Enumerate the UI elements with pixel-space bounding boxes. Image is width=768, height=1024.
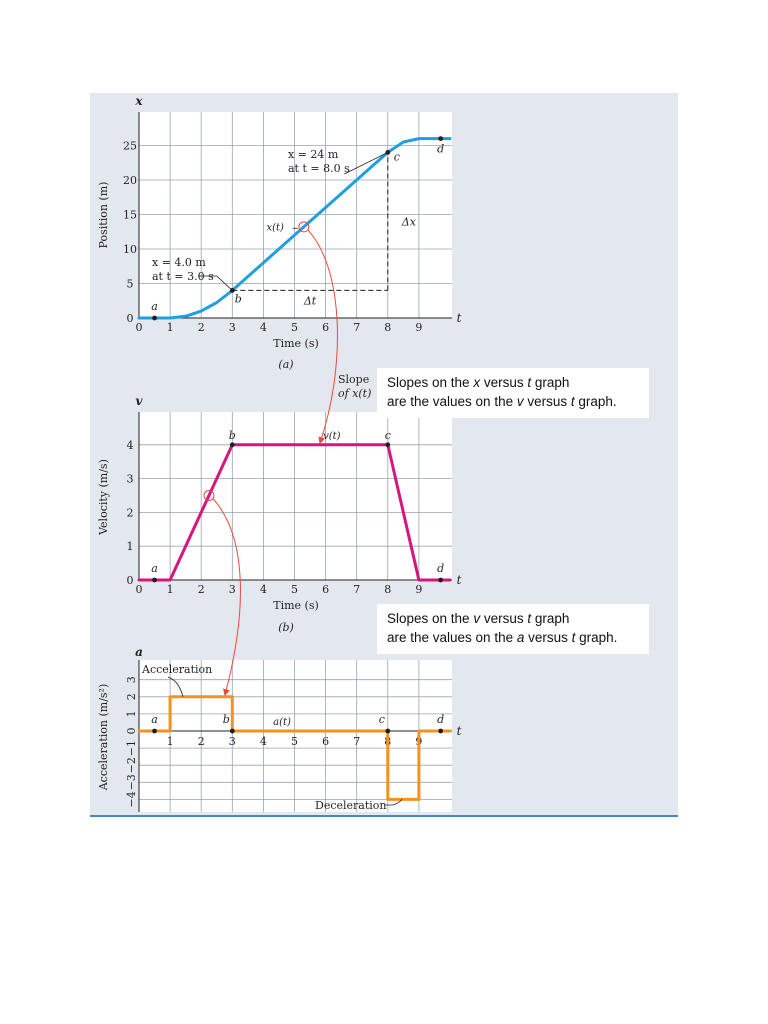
x-tick-label: 5 [291, 735, 298, 748]
y-tick-label: −4 [125, 791, 138, 808]
point-label-a: a [151, 562, 158, 575]
position-chart [97, 94, 462, 371]
point-b-annotation-line2: at t = 3.0 s [152, 270, 214, 283]
y-tick-label: −2 [125, 757, 138, 774]
x-tick-label: 3 [228, 321, 236, 334]
point-c-annotation-line1: x = 24 m [288, 148, 339, 161]
x-tick-label: 8 [384, 583, 392, 596]
callout-bottom [377, 604, 649, 654]
data-point [230, 442, 235, 447]
y-tick-label: 2 [125, 693, 138, 701]
x-tick-label: 4 [259, 583, 267, 596]
x-tick-label: 3 [228, 735, 236, 748]
x-tick-label: 4 [259, 735, 267, 748]
x-tick-label: 9 [415, 583, 423, 596]
plot-area [139, 412, 452, 580]
x-tick-label: 8 [384, 321, 392, 334]
x-tick-label: 9 [415, 735, 423, 748]
y-tick-label: 3 [126, 472, 134, 486]
delta-t-label: Δt [303, 294, 317, 308]
y-tick-label: 0 [126, 574, 134, 587]
curve-label-v-t: v(t) [323, 430, 341, 442]
point-b-annotation-line1: x = 4.0 m [152, 256, 206, 269]
point-label-a: a [151, 713, 158, 726]
callout-bottom-line2: are the values on the a versus t graph. [387, 630, 618, 645]
y-tick-label: 3 [125, 676, 138, 684]
data-point [438, 578, 443, 583]
y-tick-label: 4 [126, 438, 134, 452]
slope-label-line2: of x(t) [338, 387, 372, 400]
x-tick-label: 4 [259, 321, 267, 334]
data-point [385, 442, 390, 447]
point-label-c: c [378, 713, 385, 726]
x-tick-label: 7 [353, 735, 361, 748]
y-axis-symbol: v [135, 394, 143, 408]
y-tick-label: 1 [126, 540, 134, 554]
slope-label-line1: Slope [338, 373, 370, 386]
x-tick-label: 6 [322, 321, 330, 334]
x-tick-label: 5 [291, 321, 298, 334]
point-label-b: b [228, 428, 236, 442]
point-label-d: d [437, 142, 445, 156]
x-axis-symbol: t [456, 573, 462, 587]
x-tick-label: 2 [197, 583, 205, 596]
y-axis-label: Velocity (m/s) [97, 459, 110, 535]
y-tick-label: −3 [125, 774, 138, 791]
x-tick-label: 1 [166, 583, 174, 596]
data-point [385, 729, 390, 734]
y-axis-symbol: x [135, 94, 143, 108]
y-tick-label: 5 [126, 277, 134, 291]
x-axis-symbol: t [456, 724, 462, 738]
point-label-d: d [437, 713, 445, 726]
x-tick-label: 7 [353, 583, 361, 596]
data-point [438, 729, 443, 734]
callout-top [377, 368, 649, 418]
x-tick-label: 3 [228, 583, 236, 596]
y-tick-label: 10 [123, 243, 137, 256]
data-point [152, 316, 157, 321]
curve-label-a-t: a(t) [273, 717, 291, 728]
acceleration-label: Acceleration [142, 663, 213, 676]
x-tick-label: 2 [197, 735, 205, 748]
callout-top-line2: are the values on the v versus t graph. [387, 394, 617, 409]
x-tick-label: 0 [135, 321, 143, 334]
point-c-annotation-line2: at t = 8.0 s [288, 162, 350, 175]
y-axis-symbol: a [135, 645, 143, 659]
y-axis-label: Acceleration (m/s²) [97, 683, 110, 791]
y-tick-label: 1 [125, 710, 138, 718]
x-tick-label: 2 [197, 321, 205, 334]
panel-caption: (b) [278, 621, 294, 634]
x-tick-label: 5 [291, 583, 298, 596]
point-label-b: b [234, 292, 242, 306]
x-tick-label: 7 [353, 321, 361, 334]
x-tick-label: 1 [166, 321, 174, 334]
acceleration-chart [97, 645, 462, 812]
point-label-d: d [437, 562, 445, 575]
y-tick-label: 2 [126, 506, 134, 520]
point-label-c: c [384, 428, 391, 442]
x-tick-label: 6 [322, 583, 330, 596]
data-point [230, 729, 235, 734]
point-label-a: a [151, 300, 158, 313]
y-tick-label: −1 [125, 739, 138, 757]
data-point [152, 729, 157, 734]
data-point [438, 136, 443, 141]
delta-x-label: Δx [401, 215, 416, 229]
x-tick-label: 0 [135, 583, 143, 596]
x-axis-label: Time (s) [273, 599, 319, 612]
callout-bottom-line1: Slopes on the v versus t graph [387, 611, 570, 626]
x-tick-label: 6 [322, 735, 330, 748]
x-axis-symbol: t [456, 311, 462, 325]
y-tick-label: 25 [123, 139, 137, 153]
y-tick-label: 0 [126, 312, 134, 325]
point-label-b: b [222, 713, 230, 726]
x-tick-label: 9 [415, 321, 423, 334]
panel-caption: (a) [278, 358, 294, 371]
y-axis-label: Position (m) [97, 181, 110, 249]
deceleration-label: Deceleration [315, 799, 387, 812]
y-tick-label: 0 [125, 727, 138, 735]
point-label-c: c [393, 150, 400, 164]
x-tick-label: 8 [384, 735, 392, 748]
y-tick-label: 15 [123, 208, 137, 222]
callout-top-line1: Slopes on the x versus t graph [387, 375, 570, 390]
y-tick-label: 20 [123, 174, 137, 187]
x-axis-label: Time (s) [273, 337, 319, 350]
x-tick-label: 1 [166, 735, 174, 748]
data-point [152, 578, 157, 583]
curve-label-x-t: x(t) [266, 222, 284, 234]
